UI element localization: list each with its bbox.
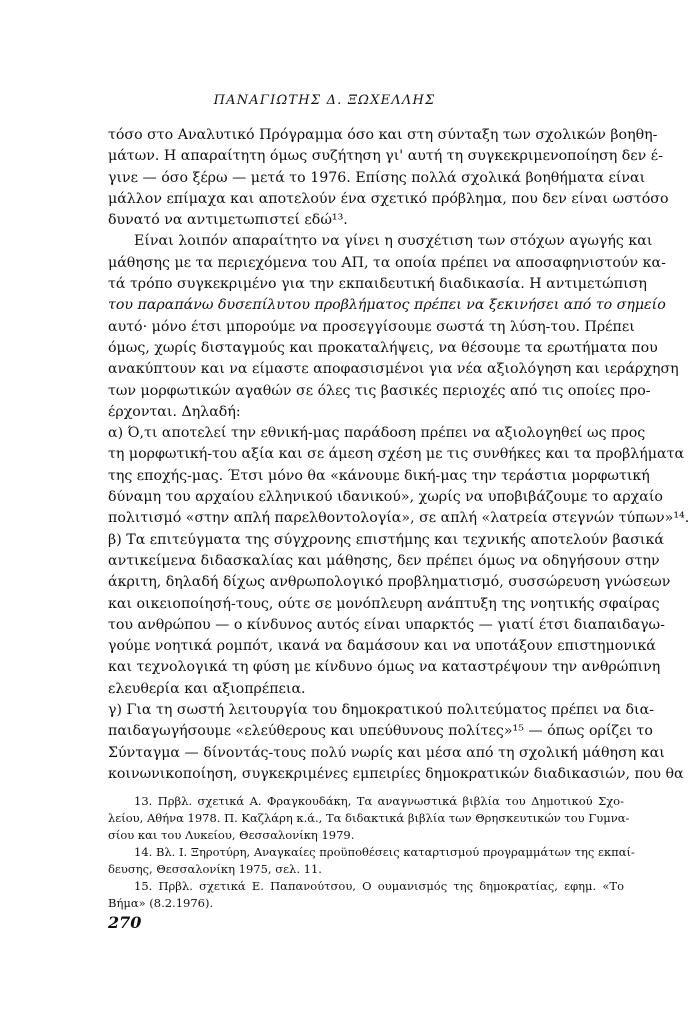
- body-line: Είναι λοιπόν απαραίτητο να γίνει η συσχέτιση των στόχων αγωγής και: [134, 233, 653, 250]
- body-line: β) Τα επιτεύγματα της σύγχρονης επιστήμης και τεχνικής αποτελούν βασικά: [108, 531, 664, 548]
- body-line: α) Ό,τι αποτελεί την εθνική-μας παράδοση πρέπει να αξιολογηθεί ως προς: [108, 425, 646, 442]
- body-line: τη μορφωτική-του αξία και σε άμεση σχέση με τις συνθήκες και τα προβλήματα: [108, 446, 685, 463]
- page-number: 270: [108, 913, 142, 932]
- body-line: και οικειοποίησή-τους, ούτε σε μονόπλευρη ανάπτυξη της νοητικής σφαίρας: [108, 595, 660, 612]
- body-line: αντικείμενα διδασκαλίας και μάθησης, δεν πρέπει όμως να οδηγήσουν στην: [108, 552, 660, 569]
- body-line: Σύνταγμα — δίνοντάς-τους πολύ νωρίς και μέσα από τη σχολική μάθηση και: [108, 744, 665, 761]
- body-line: τά τρόπο συγκεκριμένο για την εκπαιδευτική διαδικασία. Η αντιμετώπιση: [108, 276, 647, 293]
- footnote-line: 15. Πρβλ. σχετικά Ε. Παπανούτσου, Ο ουμανισμός της δημοκρατίας, εφημ. «Το: [134, 879, 624, 893]
- footnote-line: Βήμα» (8.2.1976).: [108, 896, 214, 910]
- footnote-line: σίου και του Λυκείου, Θεσσαλονίκη 1979.: [108, 828, 355, 842]
- body-line: άκριτη, δηλαδή δίχως ανθρωπολογικό προβληματισμό, συσσώρευση γνώσεων: [108, 574, 671, 591]
- footnotes: [108, 793, 635, 912]
- body-line: κοινωνικοποίηση, συγκεκριμένες εμπειρίες δημοκρατικών διαδικασιών, που θα: [108, 765, 684, 782]
- body-line: γούμε νοητικά ρομπότ, ικανά να δαμάσουν και να υποτάξουν επιστημονικά: [108, 638, 656, 655]
- body-line: δύναμη του αρχαίου ελληνικού ιδανικού», χωρίς να υποβιβάζουμε το αρχαίο: [108, 489, 663, 506]
- body-line: όμως, χωρίς δισταγμούς και προκαταλήψεις, να θέσουμε τα ερωτήματα που: [108, 339, 658, 356]
- body-line: έρχονται. Δηλαδή:: [108, 403, 241, 420]
- body-line: πολιτισμό «στην απλή παρελθοντολογία», σε απλή «λατρεία στεγνών τύπων»¹⁴.: [108, 510, 689, 527]
- footnote-line: 13. Πρβλ. σχετικά Α. Φραγκουδάκη, Τα αναγνωστικά βιβλία του Δημοτικού Σχο-: [134, 794, 624, 808]
- body-line: του παραπάνω δυσεπίλυτου προβλήματος πρέπει να ξεκινήσει από το σημείο: [108, 297, 666, 314]
- body-line: ανακύπτουν και να είμαστε αποφασισμένοι για νέα αξιολόγηση και ιεράρχηση: [108, 361, 679, 378]
- body-line: ελευθερία και αξιοπρέπεια.: [108, 680, 306, 697]
- body-line: της εποχής-μας. Έτσι μόνο θα «κάνουμε δική-μας την τεράστια μορφωτική: [108, 467, 650, 484]
- footnote-line: 14. Βλ. Ι. Ξηροτύρη, Αναγκαίες προϋποθέσεις καταρτισμού προγραμμάτων της εκπαί-: [134, 845, 635, 859]
- body-line: δυνατό να αντιμετωπιστεί εδώ¹³.: [108, 212, 348, 229]
- body-line: γινε — όσο ξέρω — μετά το 1976. Επίσης πολλά σχολικά βοηθήματα είναι: [108, 169, 646, 186]
- body-line: μάθησης με τα περιεχόμενα του ΑΠ, τα οποία πρέπει να αποσαφηνιστούν κα-: [108, 254, 666, 271]
- footnote-line: λείου, Αθήνα 1978. Π. Καζλάρη κ.ά., Τα διδακτικά βιβλία των Θρησκευτικών του Γυμνα-: [108, 811, 630, 825]
- body-line: τόσο στο Αναλυτικό Πρόγραμμα όσο και στη σύνταξη των σχολικών βοηθη-: [108, 127, 658, 143]
- body-line: γ) Για τη σωστή λειτουργία του δημοκρατικού πολιτεύματος πρέπει να δια-: [108, 702, 654, 719]
- running-header: ΠΑΝΑΓΙΩΤΗΣ Δ. ΞΩΧΕΛΛΗΣ: [213, 93, 436, 108]
- body-line: και τεχνολογικά τη φύση με κίνδυνο όμως να καταστρέψουν την ανθρώπινη: [108, 659, 661, 676]
- body-line: παιδαγωγήσουμε «ελεύθερους και υπεύθυνους πολίτες»¹⁵ — όπως ορίζει το: [108, 723, 653, 740]
- body-line: μάλλον επίμαχα και αποτελούν ένα σχετικό πρόβλημα, που δεν είναι ωστόσο: [108, 190, 669, 207]
- body-line: αυτό· μόνο έτσι μπορούμε να προσεγγίσουμε σωστά τη λύση-του. Πρέπει: [108, 318, 635, 335]
- body-line: μάτων. Η απαραίτητη όμως συζήτηση γι' αυτή τη συγκεκριμενοποίηση δεν έ-: [108, 148, 663, 165]
- body-line: του ανθρώπου — ο κίνδυνος αυτός είναι υπαρκτός — γιατί έτσι διαπαιδαγω-: [108, 616, 665, 633]
- body-text: [108, 125, 689, 785]
- footnote-line: δευσης, Θεσσαλονίκη 1975, σελ. 11.: [108, 862, 322, 876]
- body-line: των μορφωτικών αγαθών σε όλες τις βασικές περιοχές από τις οποίες προ-: [108, 382, 651, 399]
